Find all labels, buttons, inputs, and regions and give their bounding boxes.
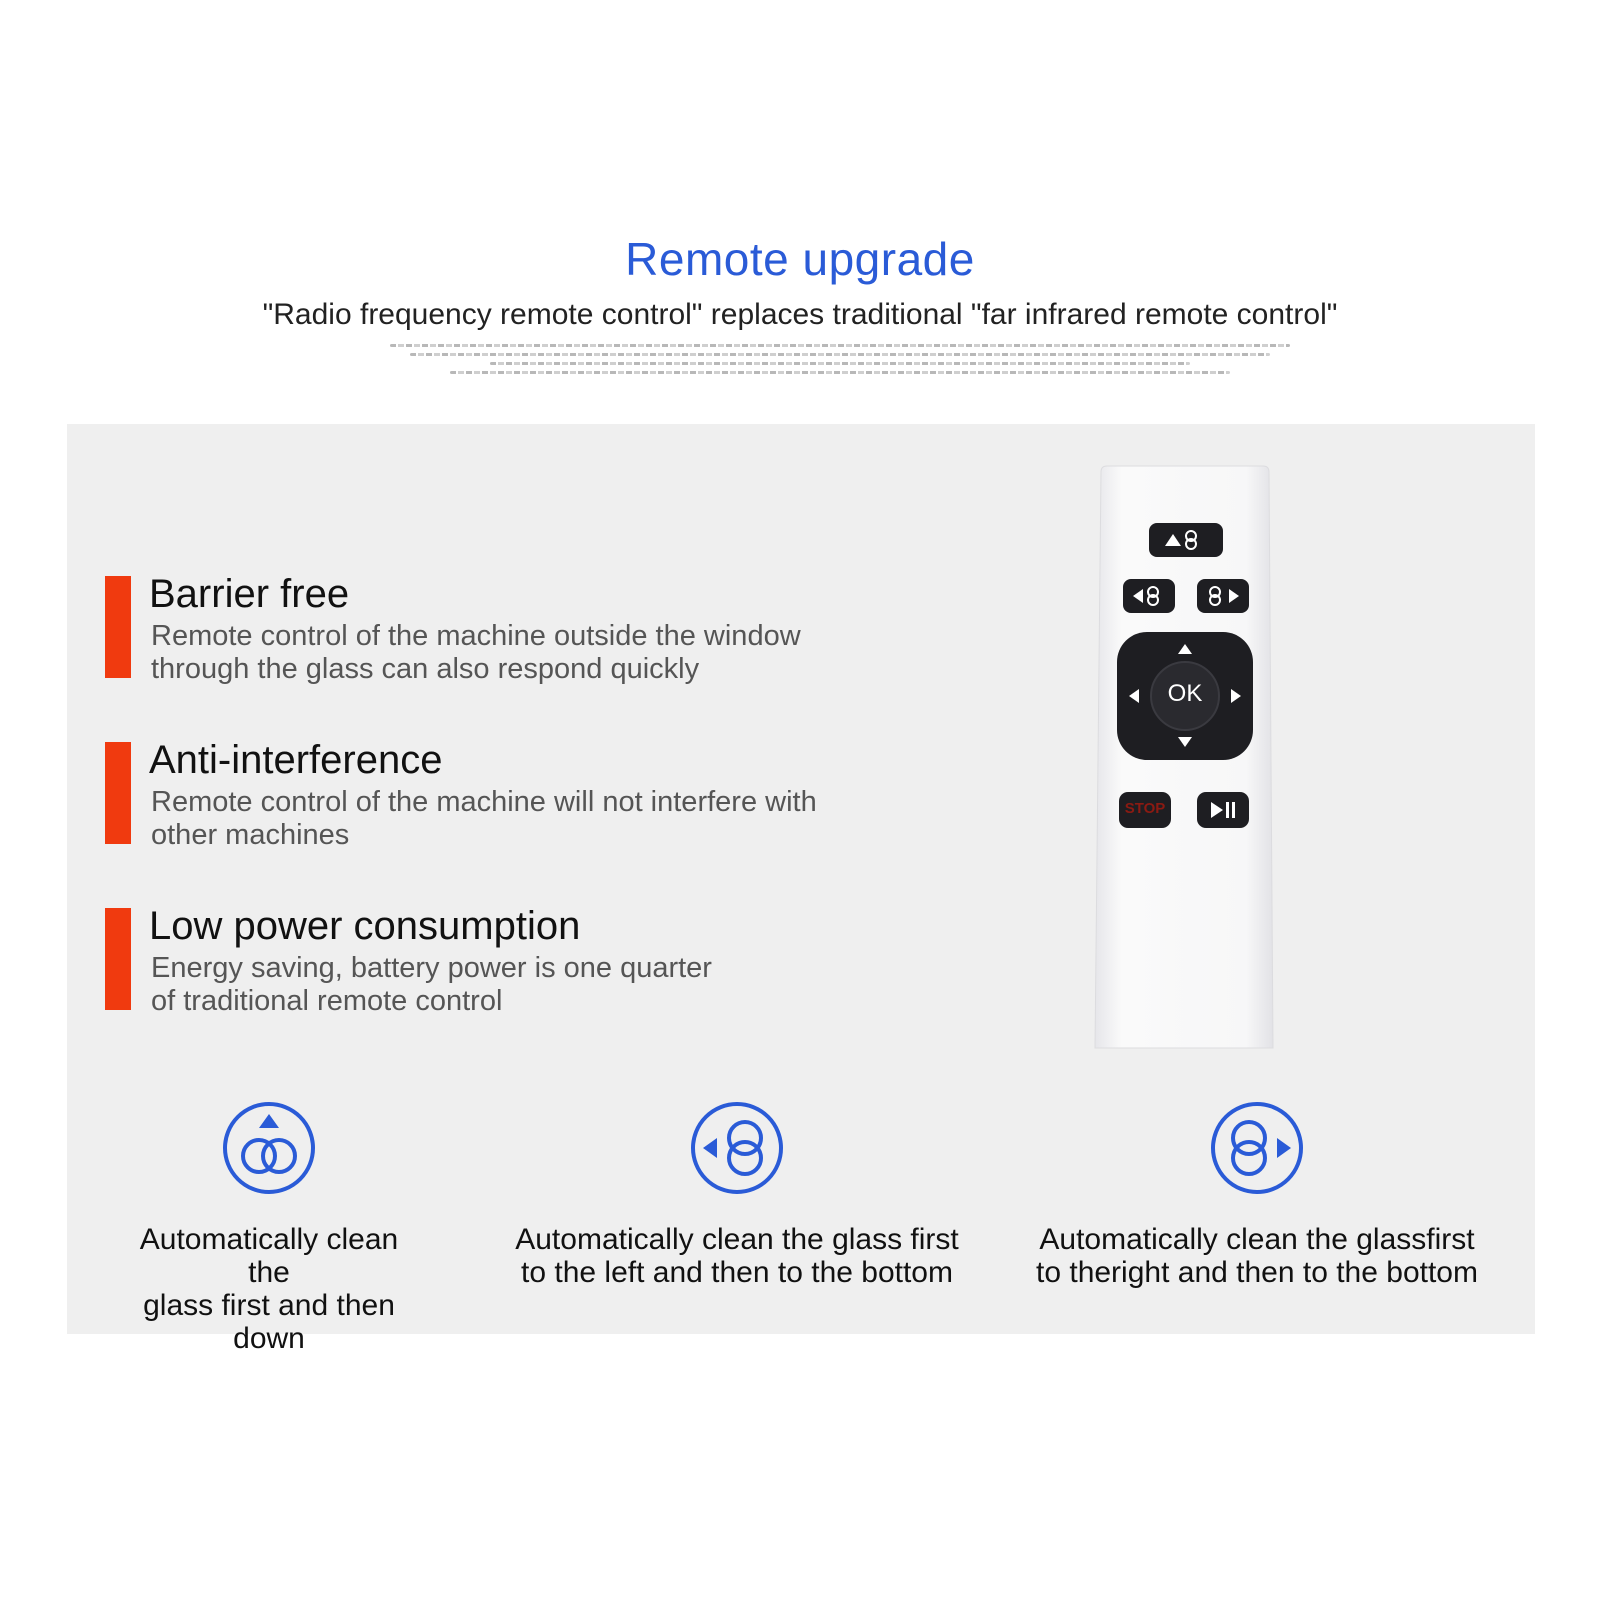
mode-caption: Automatically clean the glass first to the left and then to the bottom xyxy=(515,1223,959,1289)
remote-control xyxy=(1093,462,1283,1057)
feature-accent-bar xyxy=(105,908,131,1010)
mode-left-down xyxy=(497,1100,977,1289)
feature-title: Low power consumption xyxy=(149,904,581,948)
mode-caption: Automatically clean the glassfirst to theright and then to the bottom xyxy=(1036,1223,1478,1289)
mode-up-down xyxy=(119,1100,419,1355)
mode-left-button[interactable] xyxy=(1123,579,1175,613)
ok-button-label[interactable]: OK xyxy=(1167,680,1203,707)
clean-up-down-icon xyxy=(221,1100,317,1196)
feature-accent-bar xyxy=(105,742,131,844)
mode-right-down xyxy=(1007,1100,1507,1289)
page-subtitle: "Radio frequency remote control" replaces traditional "far infrared remote control" xyxy=(262,298,1338,331)
feature-description: Remote control of the machine will not interfere with other machines xyxy=(151,786,817,851)
stop-button-label[interactable]: STOP xyxy=(1124,800,1166,817)
feature-panel xyxy=(67,424,1535,1355)
feature-title: Barrier free xyxy=(149,572,350,616)
play-pause-button[interactable] xyxy=(1197,792,1249,828)
feature-title: Anti-interference xyxy=(149,738,443,782)
mode-up-button[interactable] xyxy=(1149,523,1223,557)
feature-description: Remote control of the machine outside the window through the glass can also respond quickly xyxy=(151,620,801,685)
mode-right-button[interactable] xyxy=(1197,579,1249,613)
clean-left-down-icon xyxy=(689,1100,785,1196)
feature-accent-bar xyxy=(105,576,131,678)
clean-right-down-icon xyxy=(1209,1100,1305,1196)
fine-print xyxy=(380,344,1300,380)
page-title: Remote upgrade xyxy=(625,233,975,285)
feature-description: Energy saving, battery power is one quarter of traditional remote control xyxy=(151,952,712,1017)
mode-caption: Automatically clean the glass first and then down xyxy=(139,1223,399,1355)
